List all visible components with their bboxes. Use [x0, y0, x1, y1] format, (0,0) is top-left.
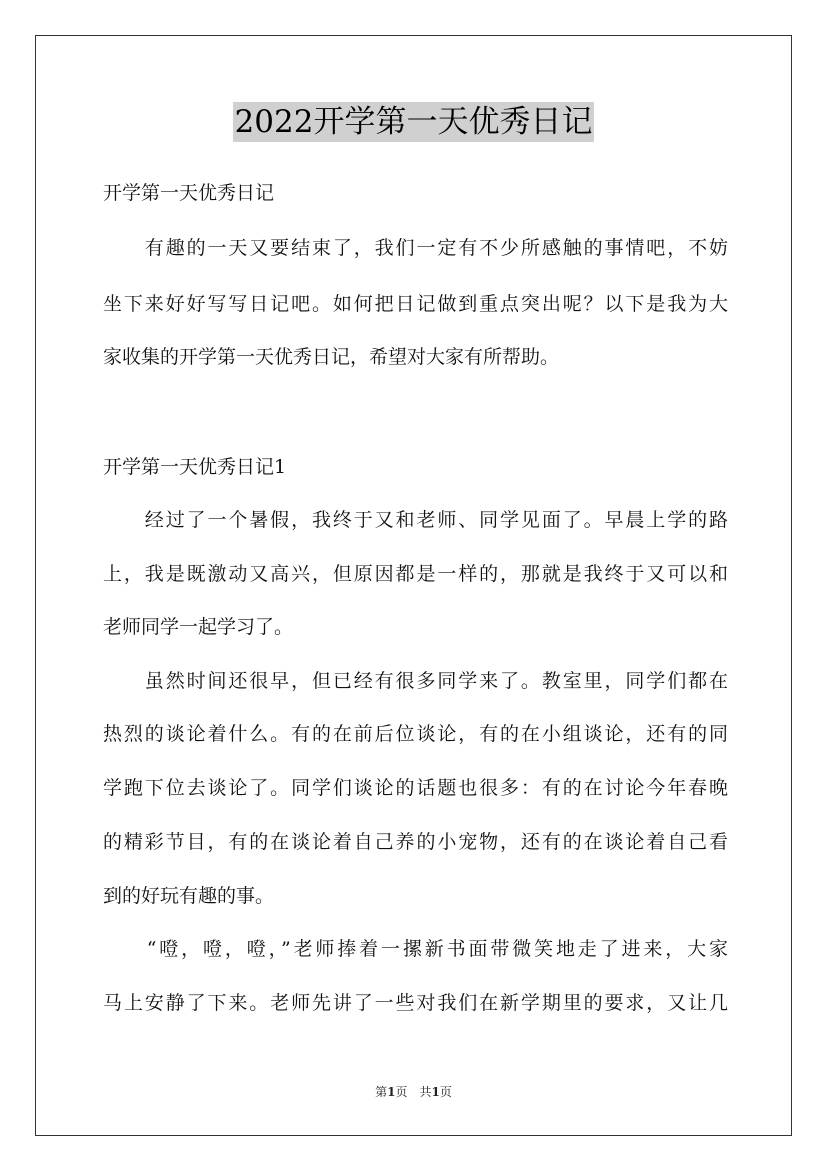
title-container: [0, 102, 827, 142]
paragraph-line: 上，我是既激动又高兴，但原因都是一样的，那就是我终于又可以和: [103, 563, 728, 585]
footer-total-pages: 1: [431, 1085, 440, 1099]
paragraph-line: 的精彩节目，有的在谈论着自己养的小宠物，还有的在谈论着自己看: [103, 831, 728, 853]
paragraph-line: 有趣的一天又要结束了，我们一定有不少所感触的事情吧，不妨: [103, 237, 728, 259]
footer-prefix: 第: [375, 1085, 388, 1099]
paragraph-line: 马上安静了下来。老师先讲了一些对我们在新学期里的要求，又让几: [103, 992, 728, 1014]
paragraph-line: “噔，噔，噔，”老师捧着一摞新书面带微笑地走了进来，大家: [103, 938, 728, 960]
paragraph-line: 老师同学一起学习了。: [103, 616, 294, 638]
footer-suffix: 页: [439, 1085, 452, 1099]
paragraph-line: 坐下来好好写写日记吧。如何把日记做到重点突出呢？以下是我为大: [103, 293, 728, 315]
paragraph-line: 学跑下位去谈论了。同学们谈论的话题也很多：有的在讨论今年春晚: [103, 777, 728, 799]
page-footer: [0, 1083, 827, 1100]
footer-page-number: 1: [387, 1085, 396, 1099]
paragraph-line: 经过了一个暑假，我终于又和老师、同学见面了。早晨上学的路: [103, 509, 728, 531]
paragraph-line: 到的好玩有趣的事。: [103, 885, 275, 907]
paragraph-line: 虽然时间还很早，但已经有很多同学来了。教室里，同学们都在: [103, 670, 728, 692]
section-heading: 开学第一天优秀日记1: [103, 456, 287, 478]
footer-mid: 页 共: [395, 1085, 432, 1099]
paragraph-line: 家收集的开学第一天优秀日记，希望对大家有所帮助。: [103, 346, 560, 368]
document-title: 2022开学第一天优秀日记: [234, 104, 593, 140]
paragraph-line: 热烈的谈论着什么。有的在前后位谈论，有的在小组谈论，还有的同: [103, 723, 728, 745]
subtitle: 开学第一天优秀日记: [103, 182, 275, 204]
